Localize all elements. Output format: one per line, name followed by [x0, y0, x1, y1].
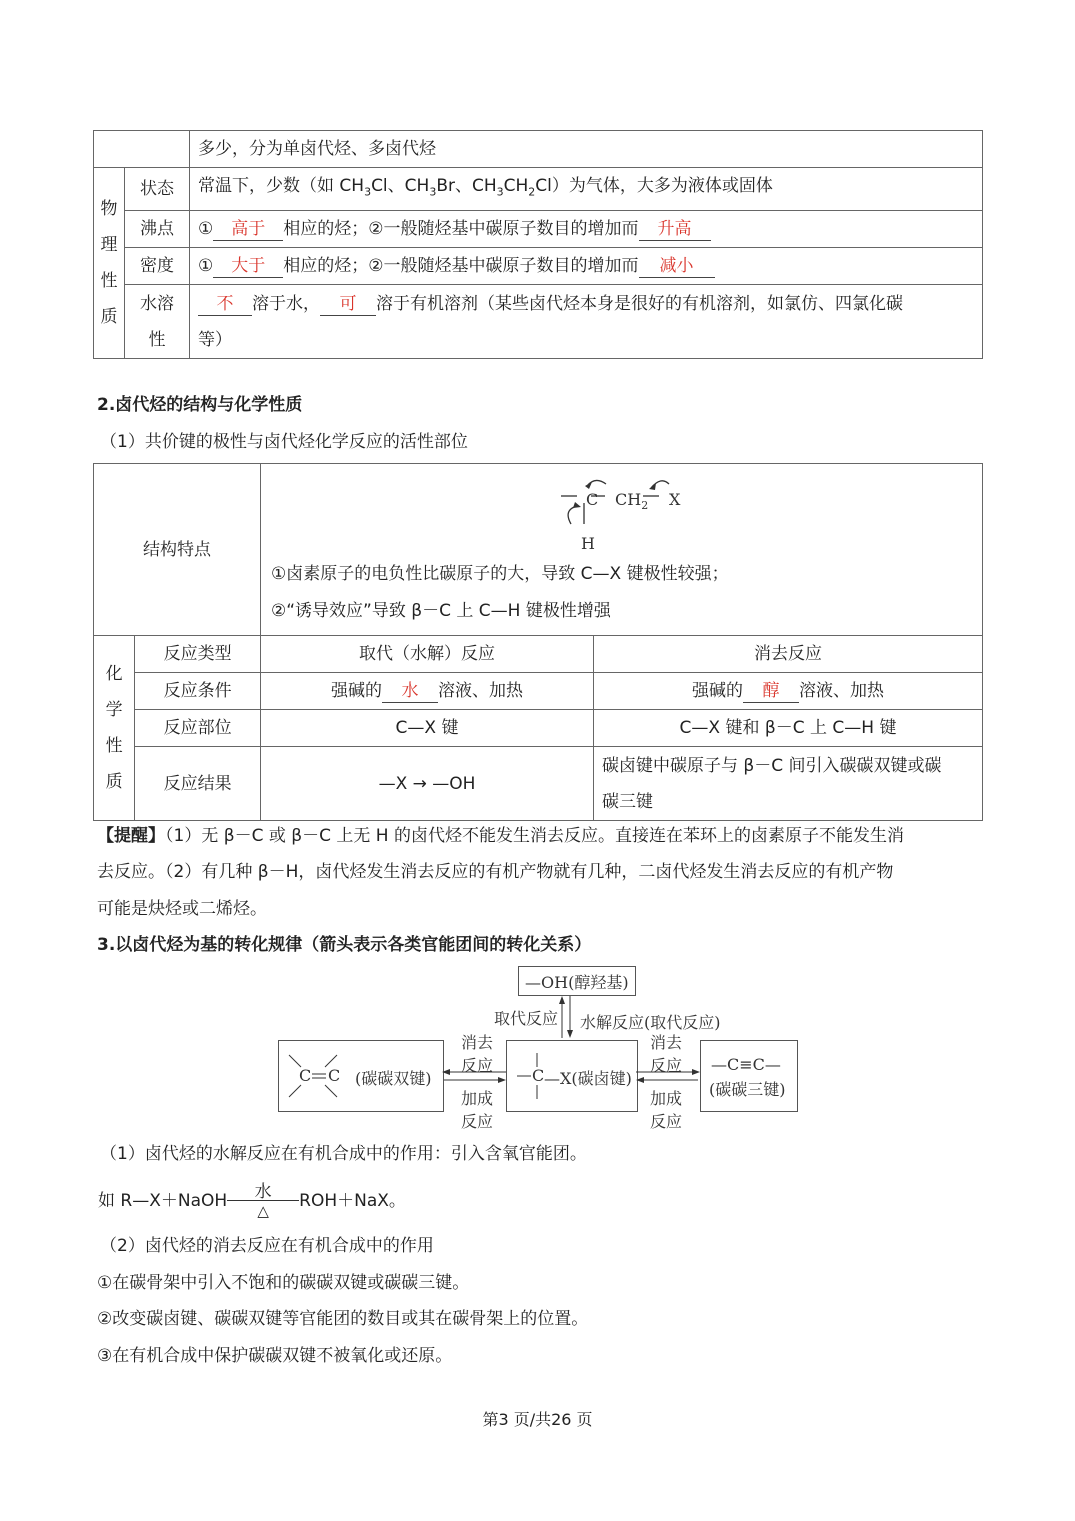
elimination-point-2: ②改变碳卤键、碳碳双键等官能团的数目或其在碳骨架上的位置。: [97, 1309, 589, 1329]
structure-point-2: ②“诱导效应”导致 β－C 上 C—H 键极性增强: [271, 601, 611, 621]
double-bond-box: C C (碳碳双键): [278, 1040, 444, 1112]
addition-label-1: 加成 反应: [461, 1089, 494, 1131]
structure-cell: [261, 464, 983, 636]
density-text: ① 大于 相应的烃；②一般随烃基中碳原子数目的增加而 减小: [190, 248, 983, 285]
reminder-line-2: 去反应。（2）有几种 β－H，卤代烃发生消去反应的有机产物就有几种，二卤代烃发生消去反应的有机产物: [97, 862, 894, 882]
chemical-properties-table: [93, 463, 983, 821]
substitution-arrow-label: 取代反应: [494, 1009, 559, 1028]
hydroxyl-box: —OH(醇羟基): [518, 966, 636, 996]
elimination-site: C—X 键和 β－C 上 C—H 键: [594, 710, 983, 747]
elimination-result: 碳卤键中碳原子与 β－C 间引入碳碳双键或碳 碳三键: [594, 747, 983, 821]
classification-text: 多少，分为单卤代烃、多卤代烃: [190, 131, 983, 168]
reaction-arrow: 水 △: [227, 1191, 299, 1211]
blank-answer: 水: [382, 680, 438, 703]
state-label: 状态: [125, 168, 190, 211]
elimination-condition: 强碱的 醇 溶液、加热: [594, 673, 983, 710]
boiling-text: ① 高于 相应的烃；②一般随烃基中碳原子数目的增加而 升高: [190, 211, 983, 248]
blank-answer: 高于: [213, 218, 283, 241]
elimination-point-1: ①在碳骨架中引入不饱和的碳碳双键或碳碳三键。: [97, 1273, 470, 1293]
row-label-result: 反应结果: [135, 747, 261, 821]
substitution-condition: 强碱的 水 溶液、加热: [261, 673, 594, 710]
triple-bond-box: —C≡C— (碳碳三键): [700, 1040, 798, 1112]
conversion-diagram: [270, 962, 810, 1132]
structure-label: 结构特点: [94, 464, 261, 636]
elimination-label-2: 消去 反应: [650, 1033, 683, 1075]
row-label-site: 反应部位: [135, 710, 261, 747]
reminder-line-3: 可能是炔烃或二烯烃。: [97, 899, 267, 919]
formula-ch2: $CH_2$: [615, 490, 649, 513]
halide-box: C —X(碳卤键): [506, 1040, 638, 1112]
blank-answer: 减小: [639, 255, 715, 278]
elimination-label-1: 消去 反应: [461, 1033, 494, 1075]
formula-hydrogen: H: [581, 534, 595, 553]
blank-answer: 醇: [743, 680, 799, 703]
hydrolysis-equation: 如 R—X＋NaOH 水 △ ROH＋NaX。: [98, 1182, 406, 1220]
boiling-label: 沸点: [125, 211, 190, 248]
state-text: 常温下，少数（如 $CH_3Cl$、$CH_3Br$、$CH_3CH_2Cl$）为气体，大多为液体或固体: [190, 168, 983, 211]
blank-answer: 不: [198, 293, 252, 316]
density-label: 密度: [125, 248, 190, 285]
solubility-text: 不 溶于水， 可 溶于有机溶剂（某些卤代烃本身是很好的有机溶剂，如氯仿、四氯化碳 等）: [190, 285, 983, 359]
blank-answer: 可: [320, 293, 376, 316]
page-footer: 第3 页/共26 页: [482, 1410, 593, 1429]
reminder-line-1: 【提醒】（1）无 β－C 或 β－C 上无 H 的卤代烃不能发生消去反应。直接连在苯环上的卤素原子不能发生消: [97, 826, 904, 846]
empty-cell: [94, 131, 190, 168]
physical-group-label: 物 理 性 质: [94, 168, 125, 359]
structure-point-1: ①卤素原子的电负性比碳原子的大，导致 C—X 键极性较强；: [271, 564, 729, 584]
addition-label-2: 加成 反应: [650, 1089, 683, 1131]
elimination-point-3: ③在有机合成中保护碳碳双键不被氧化或还原。: [97, 1346, 453, 1366]
hydrolysis-role: （1）卤代烃的水解反应在有机合成中的作用：引入含氧官能团。: [100, 1144, 587, 1164]
formula-carbon: C: [586, 490, 599, 509]
blank-answer: 大于: [213, 255, 283, 278]
substitution-result: —X → —OH: [261, 747, 594, 821]
substitution-type: 取代（水解）反应: [261, 636, 594, 673]
section2-subtitle: （1）共价键的极性与卤代烃化学反应的活性部位: [100, 432, 468, 452]
section3-title: 3.以卤代烃为基的转化规律（箭头表示各类官能团间的转化关系）: [97, 935, 592, 955]
conversion-arrows: [270, 962, 810, 1132]
blank-answer: 升高: [639, 218, 711, 241]
hydrolysis-arrow-label: 水解反应(取代反应): [580, 1013, 721, 1032]
chemical-group-label: 化 学 性 质: [94, 636, 135, 821]
solubility-label: 水溶性: [125, 285, 190, 359]
section2-title: 2.卤代烃的结构与化学性质: [97, 395, 303, 415]
physical-properties-table: [93, 130, 983, 359]
substitution-site: C—X 键: [261, 710, 594, 747]
elimination-role: （2）卤代烃的消去反应在有机合成中的作用: [100, 1236, 434, 1256]
row-label-type: 反应类型: [135, 636, 261, 673]
elimination-type: 消去反应: [594, 636, 983, 673]
formula-halogen: X: [669, 490, 681, 509]
row-label-condition: 反应条件: [135, 673, 261, 710]
